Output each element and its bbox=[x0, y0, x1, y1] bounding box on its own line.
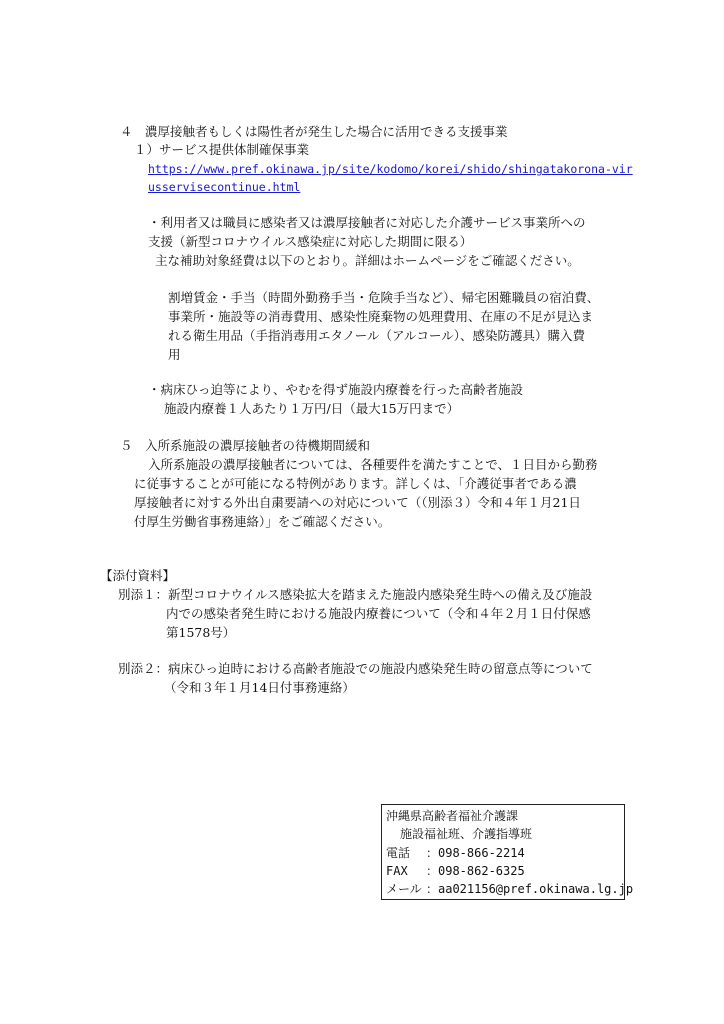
expense-line-1: 割増賃金・手当（時間外勤務手当・危険手当など）、帰宅困難職員の宿泊費、 bbox=[168, 290, 600, 305]
attachment-1-line-3: 第1578号） bbox=[166, 625, 236, 640]
contact-phone: ：098-866-2214 bbox=[426, 846, 525, 860]
section-4-heading: ４ 濃厚接触者もしくは陽性者が発生した場合に活用できる支援事業 bbox=[120, 124, 508, 139]
attachment-1-line-1: 別添１：新型コロナウイルス感染拡大を踏まえた施設内感染発生時への備え及び施設 bbox=[118, 587, 593, 602]
section-4-subheading: １）サービス提供体制確保事業 bbox=[134, 142, 310, 157]
contact-phone-label: 電話 bbox=[386, 846, 411, 860]
section-5-body-2: に従事することが可能になる特例があります。詳しくは、「介護従事者である濃 bbox=[134, 476, 577, 491]
expense-line-4: 用 bbox=[168, 347, 181, 362]
bullet-2-line-2: 施設内療養１人あたり１万円/日（最大15万円まで） bbox=[164, 401, 460, 416]
contact-box bbox=[381, 804, 634, 900]
bullet-2-line-1: ・病床ひっ迫等により、やむを得ず施設内療養を行った高齢者施設 bbox=[148, 382, 524, 397]
contact-org: 沖縄県高齢者福祉介護課 bbox=[386, 809, 519, 823]
section-5-body-4: 付厚生労働省事務連絡）」をご確認ください。 bbox=[134, 514, 391, 529]
attachment-2-line-1: 別添２：病床ひっ迫時における高齢者施設での施設内感染発生時の留意点等について bbox=[118, 661, 593, 676]
bullet-1-line-3: 主な補助対象経費は以下のとおり。詳細はホームページをご確認ください。 bbox=[155, 253, 580, 268]
expense-line-2: 事業所・施設等の消毒費用、感染性廃棄物の処理費用、在庫の不足が見込ま bbox=[168, 309, 594, 324]
contact-mail[interactable]: ：aa021156@pref.okinawa.lg.jp bbox=[426, 882, 634, 896]
contact-team: 施設福祉班、介護指導班 bbox=[400, 827, 533, 841]
attachment-1-line-2: 内での感染者発生時における施設内療養について（令和４年２月１日付保感 bbox=[166, 606, 591, 621]
contact-fax: ：098-862-6325 bbox=[426, 864, 525, 878]
bullet-1-line-1: ・利用者又は職員に感染者又は濃厚接触者に対応した介護サービス事業所への bbox=[148, 215, 586, 230]
section-5-body-3: 厚接触者に対する外出自粛要請への対応について（（別添３）令和４年１月21日 bbox=[134, 495, 581, 510]
section-5-heading: ５ 入所系施設の濃厚接触者の待機期間緩和 bbox=[120, 438, 371, 453]
service-url-line-2[interactable]: usservisecontinue.html bbox=[148, 180, 301, 194]
service-url-line-1[interactable]: https://www.pref.okinawa.jp/site/kodomo/korei/shido/shingatakorona-vir bbox=[148, 162, 633, 176]
attachments-heading: 【添付資料】 bbox=[100, 568, 176, 583]
section-5-body-1: 入所系施設の濃厚接触者については、各種要件を満たすことで、１日目から勤務 bbox=[148, 457, 598, 472]
expense-line-3: れる衛生用品（手指消毒用エタノール（アルコール）、感染防護具）購入費 bbox=[168, 328, 586, 343]
bullet-1-line-2: 支援（新型コロナウイルス感染症に対応した期間に限る） bbox=[148, 234, 473, 249]
contact-fax-label: FAX bbox=[386, 864, 408, 878]
contact-mail-label: メール bbox=[386, 882, 422, 896]
attachment-2-line-2: （令和３年１月14日付事務連絡） bbox=[164, 680, 355, 695]
